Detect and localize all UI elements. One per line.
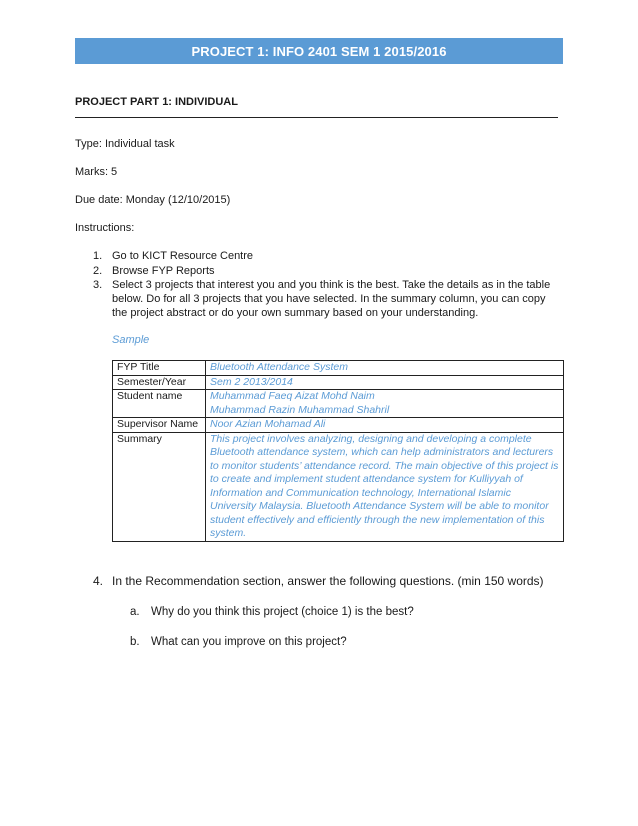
sub-question-letter: b.: [130, 636, 140, 648]
table-label-cell: Supervisor Name: [113, 418, 206, 433]
table-value-cell: [206, 390, 564, 418]
table-value-cell: Bluetooth Attendance System: [206, 361, 564, 376]
question-text: In the Recommendation section, answer the following questions. (min 150 words): [112, 574, 544, 588]
table-row: [113, 418, 564, 433]
fyp-sample-table: [112, 360, 564, 542]
student-name-2: Muhammad Razin Muhammad Shahril: [210, 403, 390, 416]
step-text: Go to KICT Resource Centre: [112, 250, 254, 262]
sub-question-letter: a.: [130, 606, 140, 618]
table-row: [113, 432, 564, 541]
due-date: Due date: Monday (12/10/2015): [75, 194, 231, 206]
document-title: PROJECT 1: INFO 2401 SEM 1 2015/2016: [191, 43, 447, 59]
horizontal-rule: [75, 117, 558, 118]
table-label-cell: Student name: [113, 390, 206, 418]
step-text: Browse FYP Reports: [112, 265, 215, 277]
sub-question-text: Why do you think this project (choice 1) is the best?: [151, 606, 414, 618]
student-name-1: Muhammad Faeq Aizat Mohd Naim: [210, 390, 375, 402]
document-title-banner: [75, 38, 563, 64]
step-text: Select 3 projects that interest you and you think is the best. Take the details as in the table below. Do for all 3 projects that you have selected. In the summary column, you can copy the project abstract or do your own summary based on your understanding.: [112, 279, 551, 319]
table-value-cell: This project involves analyzing, designing and developing a complete Bluetooth attendance system, which can help administrators and lecturers to monitor students’ attendance record. The main objective of this project is to create and implement student attendance system for Kulliyyah of Information and Communication technology, International Islamic University Malaysia. Bluetooth Attendance System will be able to monitor student effectively and efficiently through the new implementation of this system.: [206, 432, 564, 541]
task-type: Type: Individual task: [75, 138, 175, 150]
table-label-cell: Summary: [113, 432, 206, 541]
sub-question-text: What can you improve on this project?: [151, 636, 347, 648]
step-number: 3.: [93, 279, 103, 291]
table-label-cell: FYP Title: [113, 361, 206, 376]
table-row: [113, 375, 564, 390]
table-label-cell: Semester/Year: [113, 375, 206, 390]
step-number: 2.: [93, 265, 103, 277]
question-number: 4.: [93, 574, 104, 588]
part-heading: PROJECT PART 1: INDIVIDUAL: [75, 96, 238, 108]
instructions-label: Instructions:: [75, 222, 135, 234]
task-marks: Marks: 5: [75, 166, 118, 178]
table-value-cell: Sem 2 2013/2014: [206, 375, 564, 390]
table-row: [113, 361, 564, 376]
sample-label: Sample: [112, 334, 150, 346]
table-row: [113, 390, 564, 418]
table-value-cell: Noor Azian Mohamad Ali: [206, 418, 564, 433]
step-number: 1.: [93, 250, 103, 262]
